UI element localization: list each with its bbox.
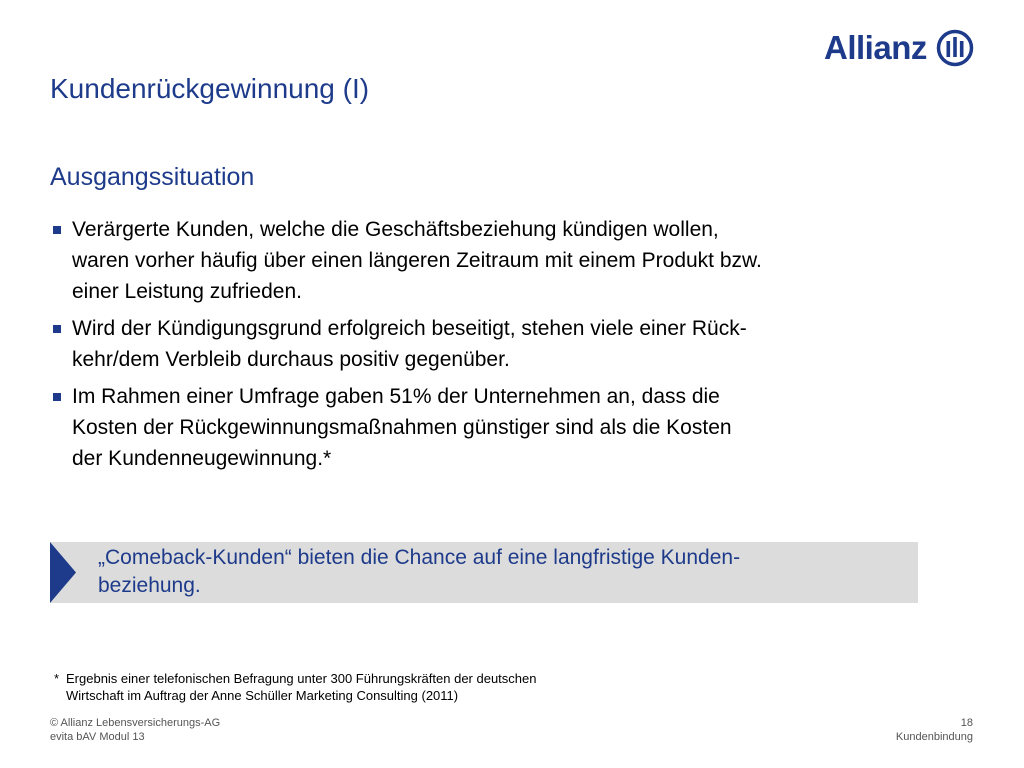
footer-page-info xyxy=(896,716,973,744)
square-bullet-icon xyxy=(53,325,61,333)
footer-company: © Allianz Lebensversicherungs-AG xyxy=(50,717,221,729)
section-heading: Ausgangssituation xyxy=(50,163,255,191)
footnote-marker: * xyxy=(54,671,60,686)
footer-module: evita bAV Modul 13 xyxy=(50,731,145,743)
footnote-line: Ergebnis einer telefonischen Befragung unter 300 Führungskräften der deutschen xyxy=(66,671,537,686)
logo-wordmark: Allianz xyxy=(824,29,927,66)
bullet-line: Verärgerte Kunden, welche die Geschäftsbeziehung kündigen wollen, xyxy=(72,218,719,241)
bullet-line: waren vorher häufig über einen längeren Zeitraum mit einem Produkt bzw. xyxy=(72,249,762,272)
page-title: Kundenrückgewinnung (I) xyxy=(50,73,370,104)
bullet-item xyxy=(50,214,930,307)
page-number: 18 xyxy=(960,717,973,729)
bullet-line: Im Rahmen einer Umfrage gaben 51% der Unternehmen an, dass die xyxy=(72,385,720,408)
bullet-line: einer Leistung zufrieden. xyxy=(72,280,302,303)
callout-line: beziehung. xyxy=(98,574,201,597)
bullet-line: der Kundenneugewinnung.* xyxy=(72,447,332,470)
footer-section: Kundenbindung xyxy=(895,731,973,743)
footnote-text xyxy=(66,670,536,704)
bullet-list xyxy=(50,214,930,480)
bullet-line: Kosten der Rückgewinnungsmaßnahmen günstiger sind als die Kosten xyxy=(72,416,732,439)
square-bullet-icon xyxy=(53,393,61,401)
bullet-item xyxy=(50,313,930,375)
arrow-right-icon xyxy=(50,542,80,603)
bullet-item xyxy=(50,381,930,474)
bullet-line: kehr/dem Verbleib durchaus positiv gegenüber. xyxy=(72,348,510,371)
allianz-logo xyxy=(824,28,976,70)
callout-text xyxy=(98,544,740,600)
bullet-line: Wird der Kündigungsgrund erfolgreich beseitigt, stehen viele einer Rück- xyxy=(72,317,747,340)
footnote-line: Wirtschaft im Auftrag der Anne Schüller Marketing Consulting (2011) xyxy=(66,688,459,703)
callout-line: „Comeback-Kunden“ bieten die Chance auf eine langfristige Kunden- xyxy=(98,546,741,569)
allianz-eagle-icon xyxy=(936,29,974,67)
square-bullet-icon xyxy=(53,226,61,234)
callout-box xyxy=(50,542,918,603)
footer-copyright xyxy=(50,716,220,744)
